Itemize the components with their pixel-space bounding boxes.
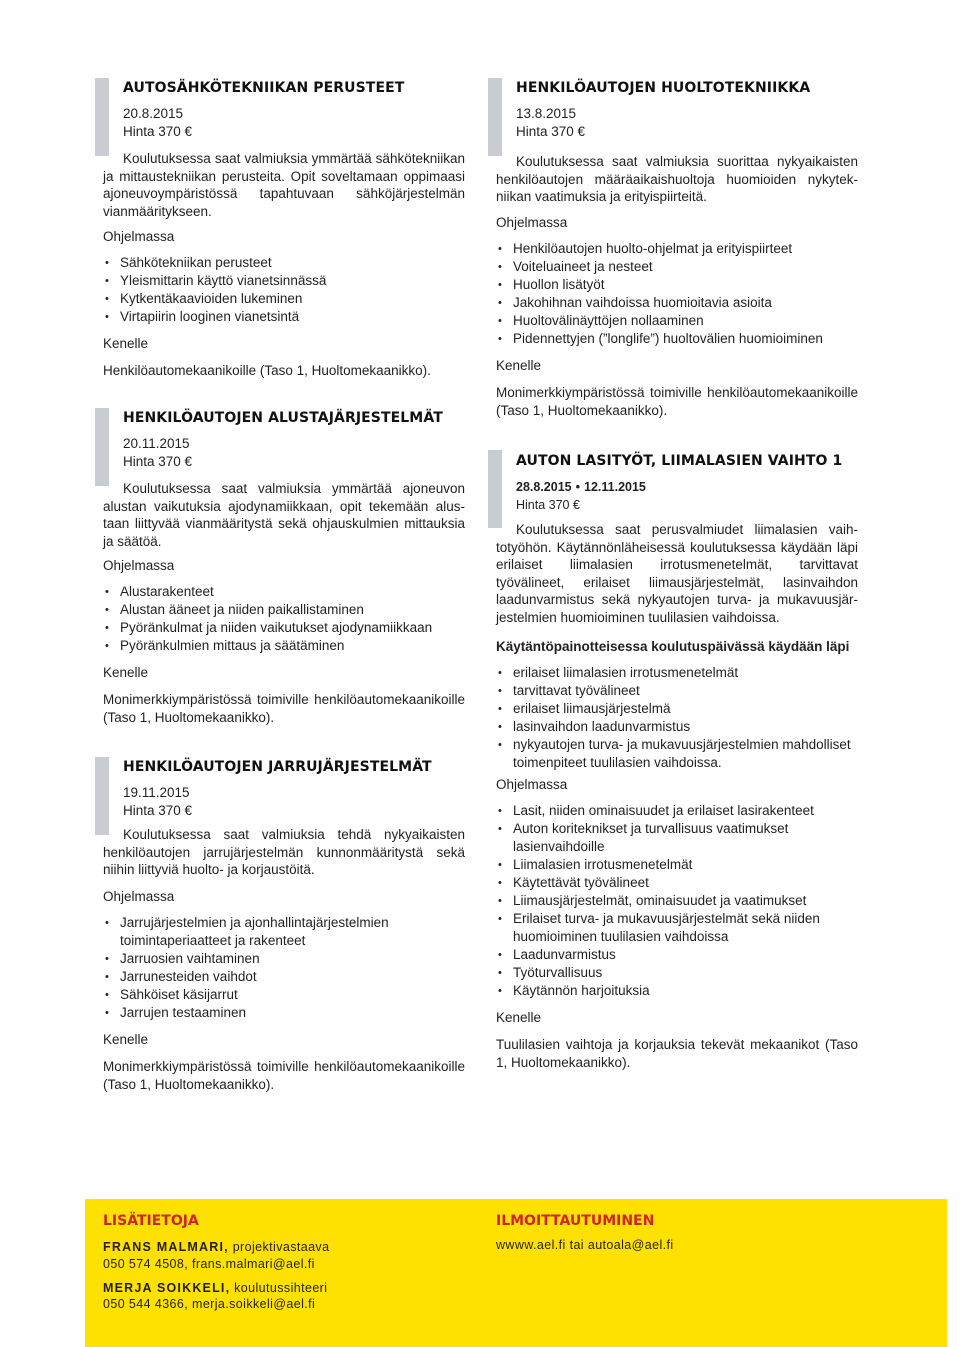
- section-marker: [95, 408, 109, 486]
- section-marker: [95, 757, 109, 835]
- target-text: Monimerkkiympäristössä toimiville henkilöautomekaanikoille (Taso 1, Huoltomekaanikko).: [496, 385, 858, 418]
- practical-label: Käytäntöpainotteisessa koulutuspäivässä käydään läpi: [496, 639, 850, 654]
- info-heading: LISÄTIETOJA: [103, 1213, 199, 1229]
- target-label: Kenelle: [103, 336, 149, 351]
- course-title: HENKILÖAUTOJEN HUOLTOTEKNIIKKA: [516, 80, 811, 96]
- contact-role: koulutussihteeri: [234, 1281, 328, 1295]
- course-title: HENKILÖAUTOJEN ALUSTAJÄRJESTELMÄT: [123, 410, 443, 426]
- course-price: Hinta 370 €: [123, 803, 193, 818]
- program-list: [103, 254, 465, 326]
- target-label: Kenelle: [496, 358, 542, 373]
- contact-details[interactable]: 050 544 4366, merja.soikkeli@ael.fi: [103, 1297, 316, 1311]
- target-text: Monimerkkiympäristössä toimiville henkilöautomekaanikoille (Taso 1, Huoltomekaanikko).: [103, 1059, 465, 1092]
- list-item: • Huoltovälinäyttöjen nollaaminen: [496, 312, 858, 330]
- program-label: Ohjelmassa: [103, 889, 175, 904]
- list-item: • Kytkentäkaavioiden lukeminen: [103, 290, 465, 308]
- course-price: Hinta 370 €: [123, 124, 193, 139]
- list-item: • Pidennettyjen (”longlife”) huoltovälien huomioiminen: [496, 330, 858, 348]
- practical-list: [496, 664, 858, 772]
- contact-role: projektivastaava: [232, 1240, 330, 1254]
- list-item: • Erilaiset turva- ja mukavuusjärjestelmät sekä niiden huomioiminen tuulilasien vaihdoissa: [496, 910, 858, 946]
- list-item: • Liimalasien irrotusmenetelmät: [496, 856, 858, 874]
- program-label: Ohjelmassa: [103, 558, 175, 573]
- list-item: • Pyöränkulmien mittaus ja säätäminen: [103, 637, 465, 655]
- course-date: 20.8.2015: [123, 106, 184, 121]
- list-item: • nykyautojen turva- ja mukavuusjärjestelmien mahdolliset toimenpiteet tuulilasien vaihdoissa.: [496, 736, 858, 772]
- list-item: • Käytettävät työvälineet: [496, 874, 858, 892]
- contact-1: [103, 1240, 329, 1254]
- course-date: 13.8.2015: [516, 106, 577, 121]
- list-item: • Käytännön harjoituksia: [496, 982, 858, 1000]
- program-list: [103, 583, 465, 655]
- list-item: • Jarruosien vaihtaminen: [103, 950, 465, 968]
- list-item: • Jakohihnan vaihdoissa huomioitavia asioita: [496, 294, 858, 312]
- target-label: Kenelle: [103, 665, 149, 680]
- list-item: • tarvittavat työvälineet: [496, 682, 858, 700]
- list-item: • Henkilöautojen huolto-ohjelmat ja erityispiirteet: [496, 240, 858, 258]
- course-intro: Koulutuksessa saat valmiuksia ymmärtää sähkötekniikan ja mittaustekniikan perusteita. Opit soveltamaan oppimaasi ajoneuvoympäristössä tapahtuvaan sähköjärjestelmän vianmääritykseen.: [103, 151, 465, 219]
- program-list: [496, 802, 858, 1000]
- list-item: • Lasit, niiden ominaisuudet ja erilaiset lasirakenteet: [496, 802, 858, 820]
- contact-name: FRANS MALMARI,: [103, 1240, 229, 1254]
- registration-links[interactable]: wwww.ael.fi tai autoala@ael.fi: [496, 1238, 674, 1252]
- target-label: Kenelle: [103, 1032, 149, 1047]
- list-item: • Virtapiirin looginen vianetsintä: [103, 308, 465, 326]
- course-price: Hinta 370 €: [516, 498, 580, 512]
- target-text: Monimerkkiympäristössä toimiville henkilöautomekaanikoille (Taso 1, Huoltomekaanikko).: [103, 692, 465, 725]
- program-list: [496, 240, 858, 348]
- list-item: • Pyöränkulmat ja niiden vaikutukset ajodynamiikkaan: [103, 619, 465, 637]
- list-item: • Laadunvarmistus: [496, 946, 858, 964]
- list-item: • Työturvallisuus: [496, 964, 858, 982]
- target-text: Tuulilasien vaihtoja ja korjauksia tekevät mekaanikot (Taso 1, Huoltomekaanikko).: [496, 1037, 858, 1070]
- course-intro: Koulutuksessa saat valmiuksia ymmärtää ajoneuvon alustan vaikutuksia ajodynamiikkaan, opit tekemään alustaan liittyvää vianmääritystä sekä ohjauskulmien mittauksia ja säätöä.: [103, 481, 465, 549]
- list-item: • Jarrujärjestelmien ja ajonhallintajärjestelmien toimintaperiaatteet ja rakenteet: [103, 914, 465, 950]
- program-label: Ohjelmassa: [496, 777, 568, 792]
- list-item: • erilaiset liimalasien irrotusmenetelmät: [496, 664, 858, 682]
- course-intro: Koulutuksessa saat perusvalmiudet liimalasien vaihtotyöhön. Käytännönläheisessä koulutuksessa käydään läpi erilaiset liimalasien irrotusmenetelmät, tarvittavat työvälineet, erilaiset liimausjärjestelmät, lasinvaihdon laadunvarmistus sekä nykyautojen turva- ja mukavuusjärjestelmien huomioiminen tuulilasien vaihdoissa.: [496, 522, 858, 625]
- list-item: • lasinvaihdon laadunvarmistus: [496, 718, 858, 736]
- course-title: AUTOSÄHKÖTEKNIIKAN PERUSTEET: [123, 80, 405, 96]
- target-text: Henkilöautomekaanikoille (Taso 1, Huoltomekaanikko).: [103, 363, 431, 378]
- list-item: • Sähkötekniikan perusteet: [103, 254, 465, 272]
- list-item: • erilaiset liimausjärjestelmä: [496, 700, 858, 718]
- program-label: Ohjelmassa: [103, 229, 175, 244]
- list-item: • Voiteluaineet ja nesteet: [496, 258, 858, 276]
- list-item: • Alustan ääneet ja niiden paikallistaminen: [103, 601, 465, 619]
- contact-details[interactable]: 050 574 4508, frans.malmari@ael.fi: [103, 1257, 315, 1271]
- course-intro: Koulutuksessa saat valmiuksia tehdä nykyaikaisten henkilöautojen jarrujärjestelmän kunnonmääritystä sekä niihin liittyviä huolto- ja korjaustöitä.: [103, 827, 465, 878]
- course-price: Hinta 370 €: [516, 124, 586, 139]
- target-label: Kenelle: [496, 1010, 542, 1025]
- registration-heading: ILMOITTAUTUMINEN: [496, 1213, 655, 1229]
- list-item: • Alustarakenteet: [103, 583, 465, 601]
- program-label: Ohjelmassa: [496, 215, 568, 230]
- course-date: 28.8.2015: [516, 480, 572, 494]
- section-marker: [488, 450, 502, 528]
- list-item: • Sähköiset käsijarrut: [103, 986, 465, 1004]
- course-price: Hinta 370 €: [123, 454, 193, 469]
- program-list: [103, 914, 465, 1022]
- section-marker: [488, 78, 502, 156]
- list-item: • Auton koriteknikset ja turvallisuus vaatimukset lasienvaihdoille: [496, 820, 858, 856]
- course-title: HENKILÖAUTOJEN JARRUJÄRJESTELMÄT: [123, 759, 432, 775]
- list-item: • Yleismittarin käyttö vianetsinnässä: [103, 272, 465, 290]
- list-item: • Liimausjärjestelmät, ominaisuudet ja vaatimukset: [496, 892, 858, 910]
- contact-2: [103, 1281, 327, 1295]
- course-dates: [516, 480, 646, 494]
- section-marker: [95, 78, 109, 156]
- course-title: AUTON LASITYÖT, LIIMALASIEN VAIHTO 1: [516, 453, 843, 469]
- contact-name: MERJA SOIKKELI,: [103, 1281, 231, 1295]
- course-date: 19.11.2015: [123, 785, 190, 800]
- course-date: 20.11.2015: [123, 436, 190, 451]
- footer-contact-band: [85, 1199, 947, 1347]
- list-item: • Jarrunesteiden vaihdot: [103, 968, 465, 986]
- course-date: 12.11.2015: [584, 480, 646, 494]
- list-item: • Jarrujen testaaminen: [103, 1004, 465, 1022]
- date-separator: •: [575, 480, 580, 494]
- list-item: • Huollon lisätyöt: [496, 276, 858, 294]
- course-intro: Koulutuksessa saat valmiuksia suorittaa nykyaikaisten henkilöautojen määräaikaishuoltoja huomioiden nykytekniikan vaatimuksia ja erityispiirteitä.: [496, 154, 858, 205]
